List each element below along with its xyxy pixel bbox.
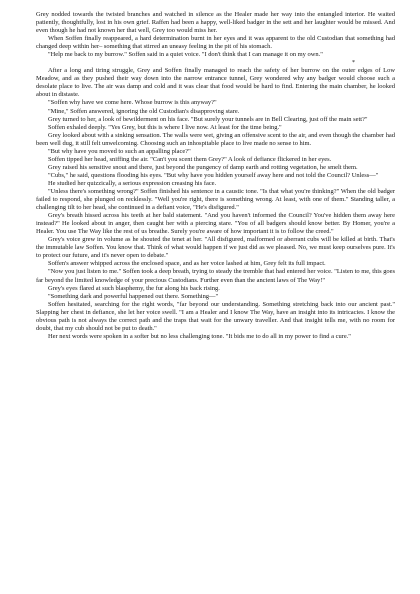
paragraph: Grey raised his sensitive snout and there, just beyond the pungency of damp earth and rotting vegetation, he smelt them. — [48, 163, 358, 171]
paragraph: Soffen exhaled deeply. "Yes Grey, but this is where I live now. At least for the time being." — [48, 123, 282, 131]
paragraph: Grey turned to her, a look of bewilderment on his face. "But surely your tunnels are in Bell Clearing, just off the main sett?" — [48, 115, 368, 123]
paragraph: When Soffen finally reappeared, a hard determination burnt in her eyes and it was apparent to the old Custodian that something had changed deep within her– something that stirred an uneasy feeling in the pit of his stomach. — [36, 35, 395, 51]
paragraph: Grey looked about with a sinking sensation. The walls were wet, giving an offensive scent to the air, and even though the chamber had been well dug, it still felt unwelcoming. Choosing such an inhospitable place to live made no sense to him. — [36, 131, 395, 147]
paragraph: "Cubs," he said, questions flooding his eyes. "But why have you hidden yourself away here and not told the Council? Unless—" — [48, 171, 379, 179]
paragraph: Her next words were spoken in a softer but no less challenging tone. "It bids me to do all in my power to find a cure." — [48, 332, 351, 340]
paragraph: Grey nodded towards the twisted branches and watched in silence as the Healer made her way into the entangled interior. He waited patiently, thoughtfully, lost in his own grief. Raffen had been a happy, well-liked badger in the sett and her laughter would be missed. And even though he had not known her that well, Grey too would miss her. — [36, 11, 395, 35]
paragraph: He studied her quizzically, a serious expression creasing his face. — [48, 179, 217, 187]
paragraph: "Something dark and powerful happened out there. Something—" — [48, 292, 219, 300]
paragraph: "Soffen why have we come here. Whose burrow is this anyway?" — [48, 99, 217, 107]
paragraph: Soffen hesitated, searching for the right words, "far beyond our understanding. Something stretching back into our ancient past." Slapping her chest in defiance, she let her voice swell. "I am a Healer and I know The Way, have an insight into its intricacies. I know the obvious path is not always the correct path and the traps that wait for the unwary traveller. And that insight tells me, with no room for doubt, that my cub should not be put to death." — [36, 300, 395, 332]
paragraph: Grey's breath hissed across his teeth at her bald statement. "And you haven't informed the Council? You've hidden them away here instead?" He looked about in anger, then caught her with a piercing stare. "You of all badgers should know better. By Homer, you're a Healer. You use The Way like the rest of us breathe. Surely you're aware of how important it is to follow the creed." — [36, 212, 395, 236]
paragraph: After a long and tiring struggle, Grey and Soffen finally managed to reach the safety of her burrow on the outer edges of Low Meadow, and as they pushed their way down into the narrow entrance tunnel, Grey wondered why any badger would choose such a desolate place to live. The air was damp and cold and it was clear that food would be hard to find. Entering the main chamber, he looked about in distaste. — [36, 67, 395, 99]
paragraph: "Unless there's something wrong?" Soffen finished his sentence in a caustic tone. "Is that what you're thinking?" When the old badger failed to respond, she plunged on recklessly. "Well you're right, there is something wrong. At least, with one of them." Standing taller, a challenging tilt to her head, she continued in a defiant voice, "He's disfigured." — [36, 187, 395, 212]
paragraph: Grey's voice grew in volume as he shouted the tenet at her. "All disfigured, malformed or aberrant cubs will be killed at birth. That's the immutable law Soffen. You know that. Think of what would happen if we just did as we pleased. No, we must keep ourselves pure. It's to protect our future, and it's never open to debate." — [36, 236, 395, 260]
scene-break-mark: * — [352, 60, 355, 67]
paragraph: "But why have you moved to such an appalling place?" — [48, 147, 191, 155]
paragraph: "Now you just listen to me." Soffen took a deep breath, trying to steady the tremble that had entered her voice. "Listen to me, this goes far beyond the limited knowledge of your precious Custodians. Further even than the ancient laws of The Way!" — [36, 268, 395, 284]
paragraph: "Mine," Soffen answered, ignoring the old Custodian's disapproving stare. — [48, 107, 240, 115]
paragraph: Soffen's answer whipped across the enclosed space, and as her voice lashed at him, Grey felt its full impact. — [48, 260, 326, 268]
paragraph: Grey's eyes flared at such blasphemy, the fur along his back rising. — [48, 284, 220, 292]
paragraph: "Help me back to my burrow." Soffen said in a quiet voice. "I don't think that I can manage it on my own." — [48, 51, 323, 59]
paragraph: Soffen tipped her head, sniffing the air. "Can't you scent them Grey?" A look of defiance flickered in her eyes. — [48, 155, 332, 163]
